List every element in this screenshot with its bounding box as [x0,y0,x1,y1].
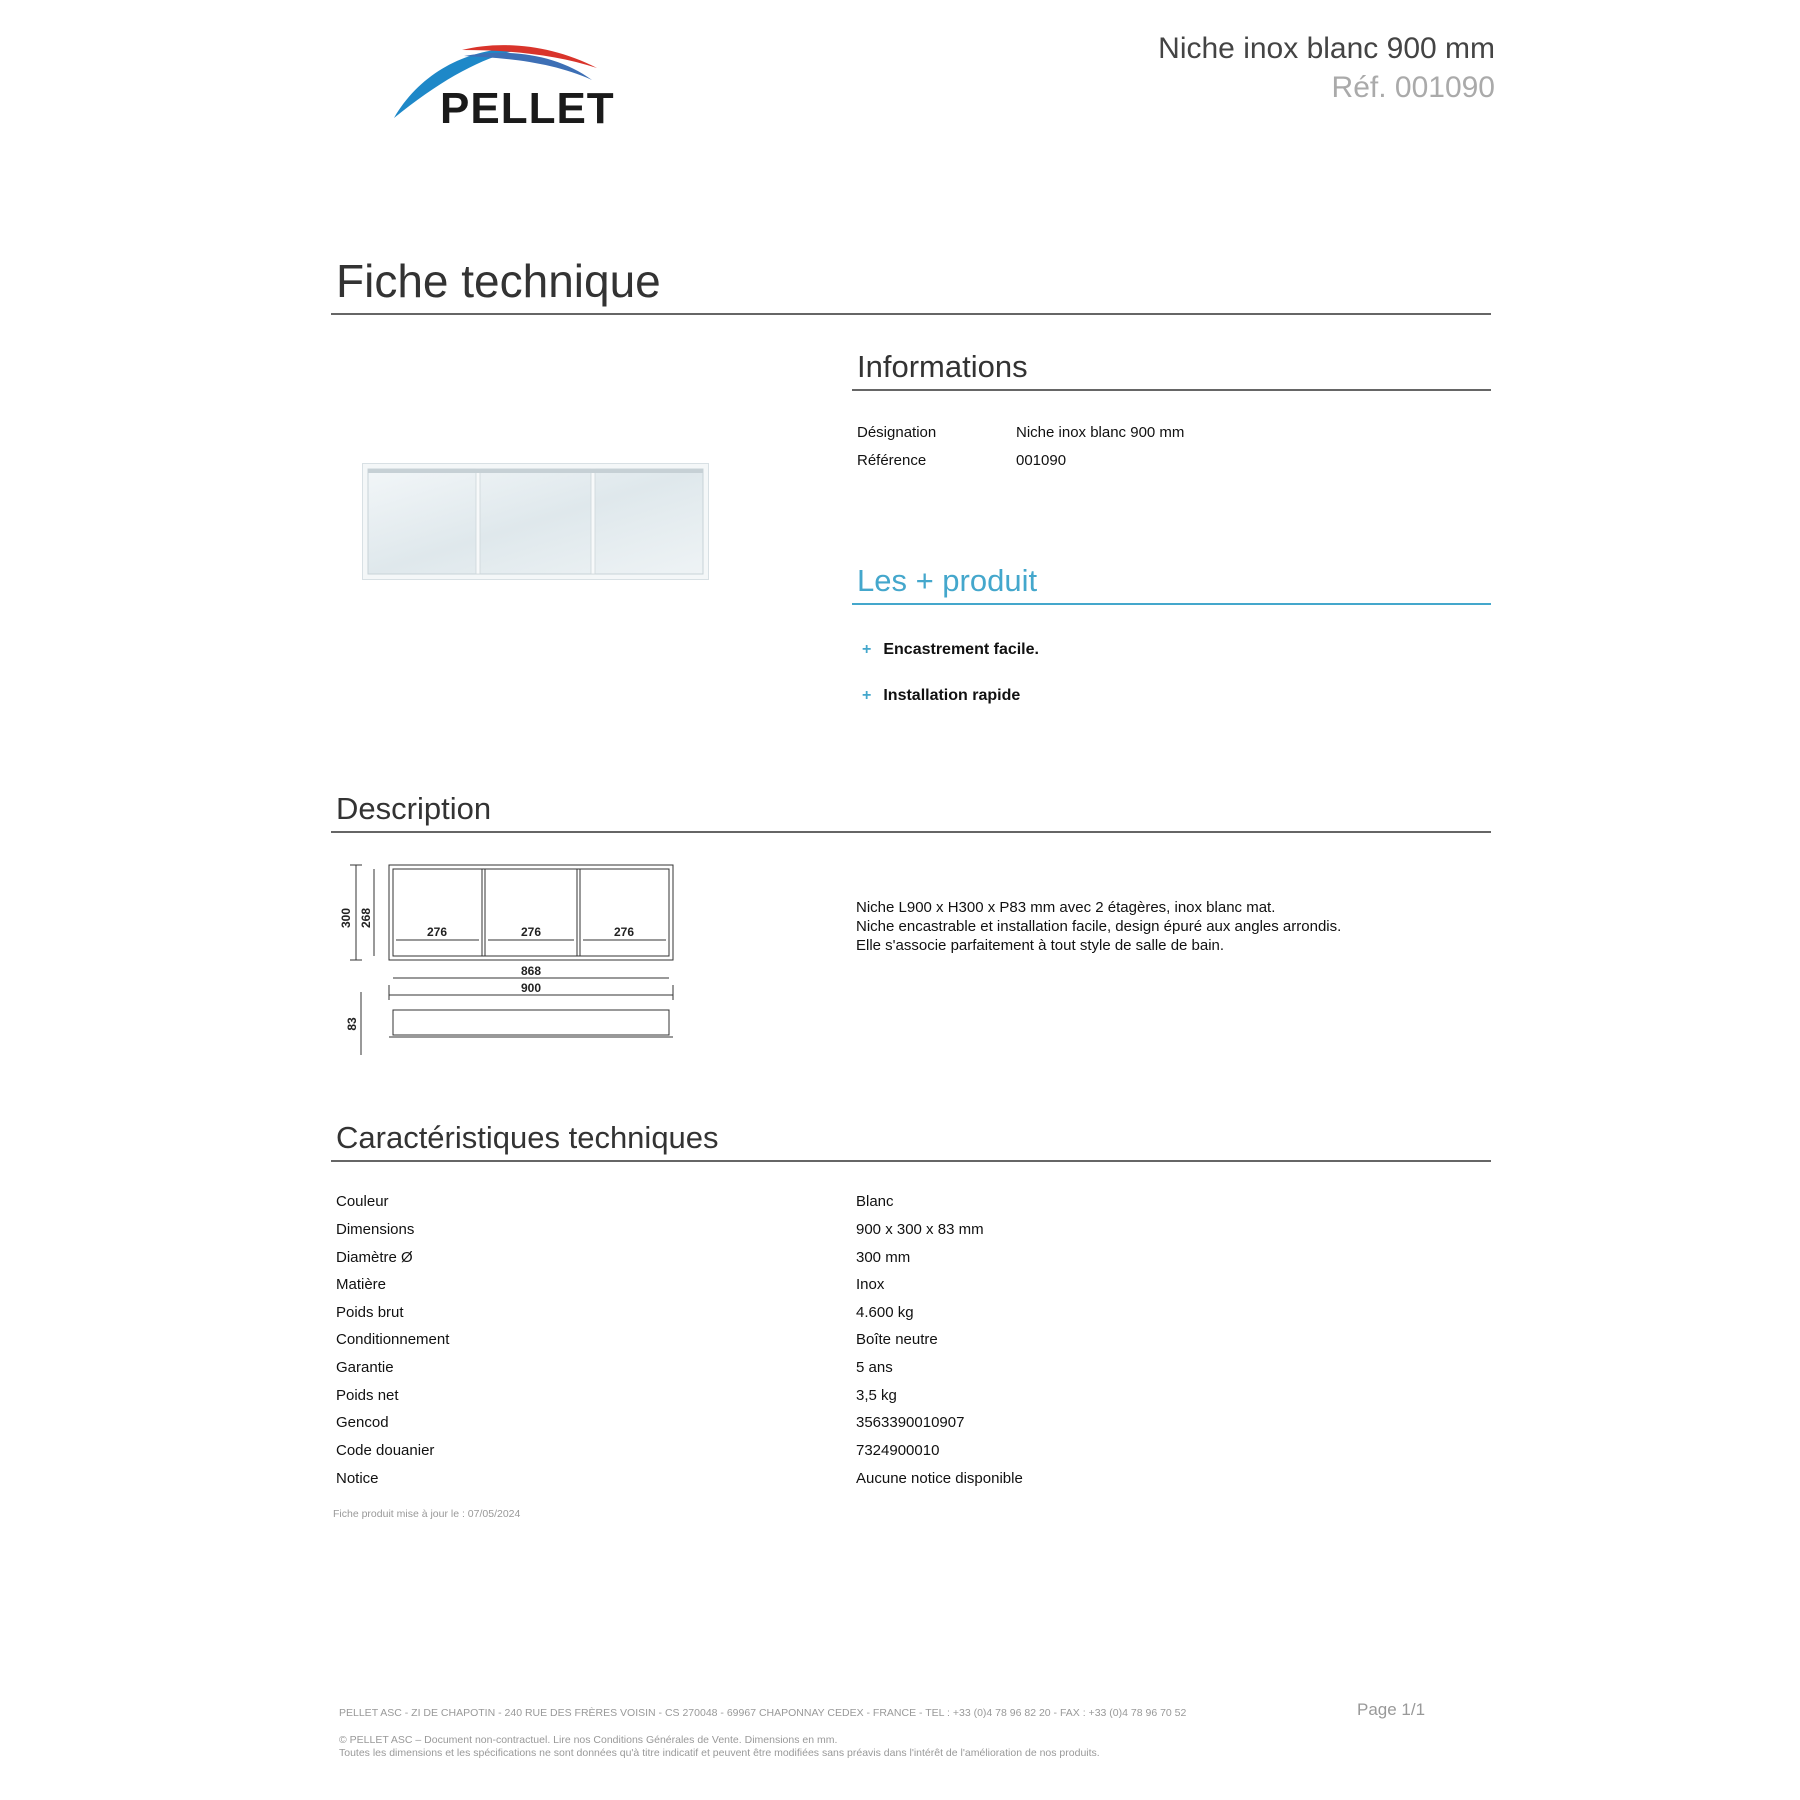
caracteristiques-heading: Caractéristiques techniques [336,1120,719,1155]
update-note: Fiche produit mise à jour le : 07/05/2024 [333,1508,521,1520]
dim-300: 300 [339,907,353,929]
spec-value: Aucune notice disponible [856,1470,1023,1487]
info-label-designation: Désignation [857,424,937,441]
spec-label: Matière [336,1276,387,1293]
description-line: Elle s'associe parfaitement à tout style de salle de bain. [856,937,1225,954]
dim-276-a: 276 [426,925,448,939]
page-number: Page 1/1 [1357,1700,1426,1719]
technical-drawing [336,860,681,1060]
informations-divider [852,389,1491,391]
spec-label: Couleur [336,1193,389,1210]
dim-276-b: 276 [520,925,542,939]
info-value-reference: 001090 [1016,452,1067,469]
product-title: Niche inox blanc 900 mm [1158,32,1495,65]
spec-value: 5 ans [856,1359,893,1376]
plus-item: + Installation rapide [862,687,1021,704]
les-plus-heading: Les + produit [857,563,1038,598]
dim-900: 900 [520,981,542,995]
les-plus-divider [852,603,1491,605]
spec-label: Poids brut [336,1304,404,1321]
spec-label: Conditionnement [336,1331,450,1348]
spec-label: Poids net [336,1387,399,1404]
footer-address: PELLET ASC - ZI DE CHAPOTIN - 240 RUE DES FRÈRES VOISIN - CS 270048 - 69967 CHAPONNAY CEDEX - FRANCE - TEL : +33 (0)4 78 96 82 20 - FAX : +33 (0)4 78 96 70 52 [339,1707,1187,1719]
spec-value: Blanc [856,1193,894,1210]
logo-text: PELLET [440,84,615,133]
description-heading: Description [336,791,492,826]
footer-legal: Toutes les dimensions et les spécifications ne sont données qu'à titre indicatif et peuvent être modifiées sans préavis dans l'intérêt de l'amélioration de nos produits. [339,1747,1100,1759]
dim-268: 268 [359,907,373,929]
spec-value: 7324900010 [856,1442,940,1459]
info-label-reference: Référence [857,452,927,469]
spec-value: 3563390010907 [856,1414,965,1431]
spec-label: Diamètre Ø [336,1249,413,1266]
spec-value: Inox [856,1276,885,1293]
informations-heading: Informations [857,349,1028,384]
spec-value: 3,5 kg [856,1387,897,1404]
spec-value: 300 mm [856,1249,911,1266]
title-divider [331,313,1491,315]
description-line: Niche encastrable et installation facile, design épuré aux angles arrondis. [856,918,1342,935]
spec-value: Boîte neutre [856,1331,938,1348]
page-title: Fiche technique [336,255,661,307]
description-text [856,898,1341,955]
spec-label: Code douanier [336,1442,435,1459]
plus-icon: + [862,687,872,704]
footer-legal: © PELLET ASC – Document non-contractuel. Lire nos Conditions Générales de Vente. Dimensions en mm. [339,1734,838,1746]
pellet-logo [392,40,642,133]
spec-label: Dimensions [336,1221,415,1238]
dim-868: 868 [520,964,542,978]
plus-icon: + [862,641,872,658]
spec-value: 4.600 kg [856,1304,914,1321]
spec-value: 900 x 300 x 83 mm [856,1221,984,1238]
spec-label: Gencod [336,1414,389,1431]
info-value-designation: Niche inox blanc 900 mm [1016,424,1185,441]
product-image [362,463,709,580]
dim-276-c: 276 [613,925,635,939]
spec-label: Notice [336,1470,379,1487]
caracteristiques-divider [331,1160,1491,1162]
product-ref: Réf. 001090 [1331,71,1495,104]
description-divider [331,831,1491,833]
dim-83: 83 [345,1017,359,1031]
description-line: Niche L900 x H300 x P83 mm avec 2 étagères, inox blanc mat. [856,899,1276,916]
plus-item: + Encastrement facile. [862,641,1039,658]
spec-label: Garantie [336,1359,394,1376]
